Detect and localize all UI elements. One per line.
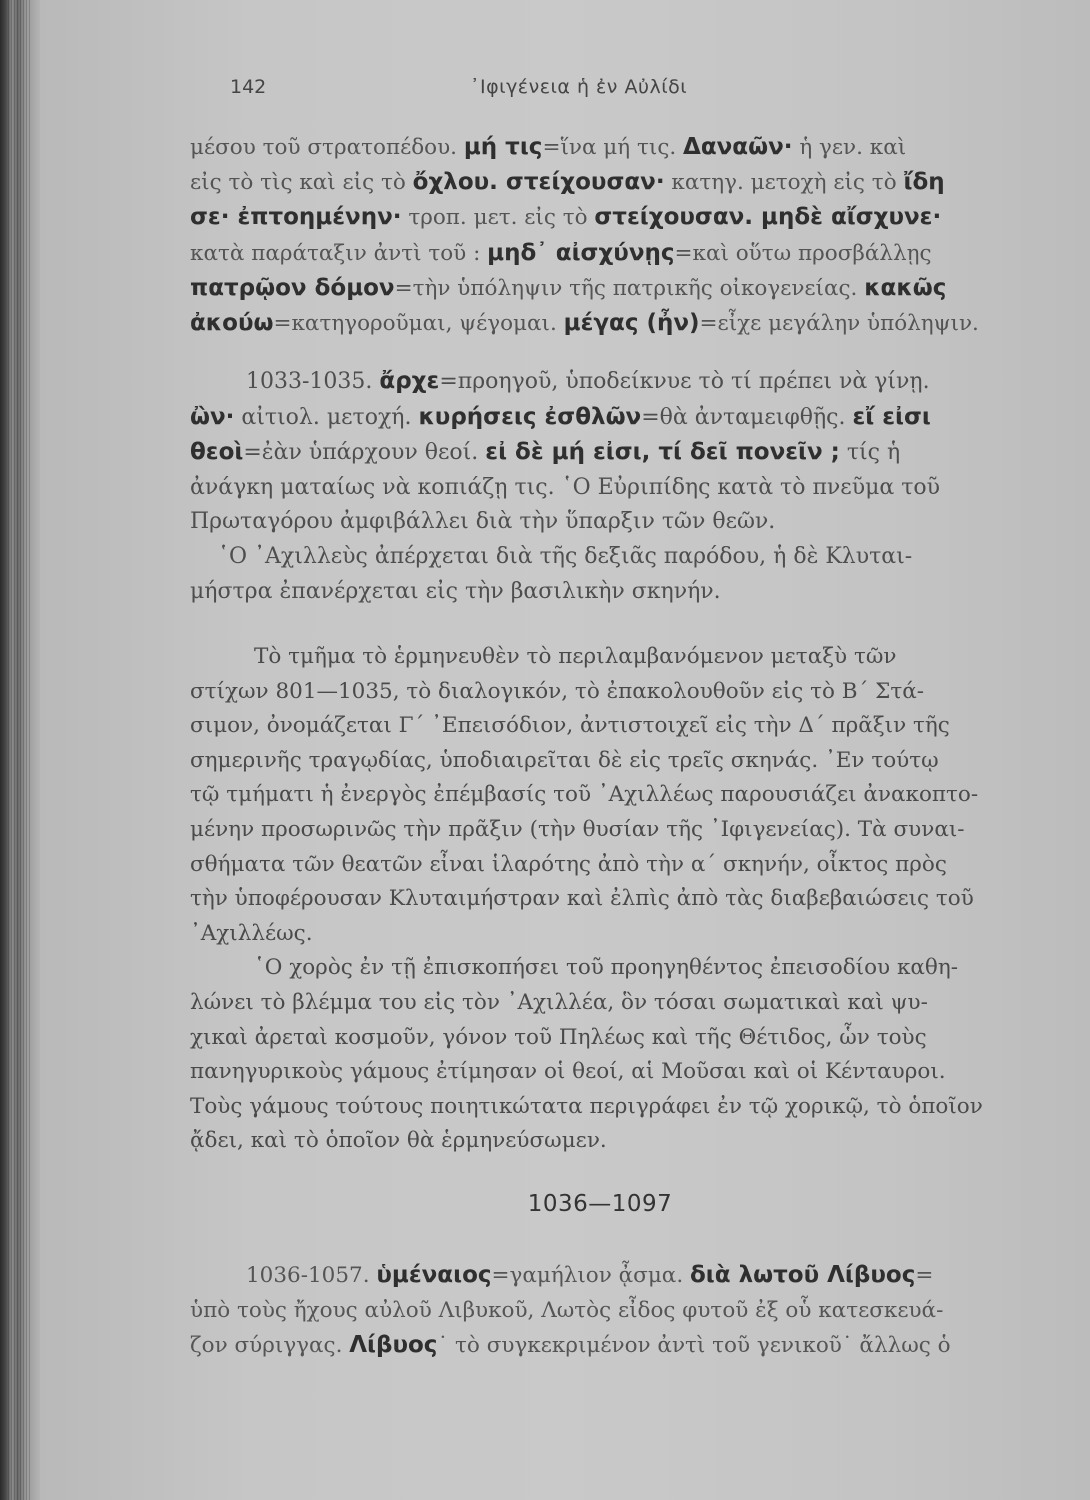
note-line xyxy=(190,1294,1010,1329)
gloss: =ἐὰν ὑπάρχουν θεοί. xyxy=(243,440,486,466)
note-line xyxy=(190,165,1010,200)
notes-block-2 xyxy=(190,364,1010,609)
text-line: στίχων 801—1035, τὸ διαλογικόν, τὸ ἐπακολουθοῦν εἰς τὸ Β΄ Στά- xyxy=(190,678,925,704)
lemma: κυρήσεις ἐσθλῶν xyxy=(418,403,642,430)
text-line: Τὸ τμῆμα τὸ ἑρμηνευθὲν τὸ περιλαμβανόμενον μεταξὺ τῶν xyxy=(254,644,897,669)
lemma: ὄχλου. στείχουσαν· xyxy=(412,169,665,196)
lemma: ὢν· xyxy=(190,403,235,430)
note-line xyxy=(190,364,1010,400)
gloss: ˙ τὸ συγκεκριμένον ἀντὶ τοῦ γενικοῦ˙ ἄλλως ὁ xyxy=(437,1333,951,1359)
text-line: λώνει τὸ βλέμμα του εἰς τὸν ᾿Αχιλλέα, ὃν τόσαι σωματικαὶ καὶ ψυ- xyxy=(190,989,928,1015)
gloss: ῾Ο ᾿Αχιλλεὺς ἀπέρχεται διὰ τῆς δεξιᾶς παρόδου, ἡ δὲ Κλυται- xyxy=(218,543,913,569)
gloss: 1036-1057. xyxy=(246,1263,377,1288)
commentary-paragraph-1 xyxy=(190,640,1010,951)
gloss: =ἵνα μή τις. xyxy=(542,135,684,160)
lemma: εἰ δὲ μή εἰσι, τί δεῖ πονεῖν ; xyxy=(485,439,840,466)
lemma: ἀκούω xyxy=(190,310,274,337)
text-line: σθήματα τῶν θεατῶν εἶναι ἱλαρότης ἀπὸ τὴν α΄ σκηνήν, οἶκτος πρὸς xyxy=(190,851,947,877)
lemma: μηδ᾿ αἰσχύνῃς xyxy=(487,239,675,266)
lemma: ἄρχε xyxy=(379,368,440,394)
gloss: = xyxy=(915,1263,934,1288)
gloss: αἰτιολ. μετοχή. xyxy=(234,404,419,430)
note-line xyxy=(190,435,1010,471)
notes-block-1 xyxy=(190,130,1010,341)
text-line: μένην προσωρινῶς τὴν πρᾶξιν (τὴν θυσίαν τῆς ᾿Ιφιγενείας). Τὰ συναι- xyxy=(190,816,965,842)
commentary-paragraph-2 xyxy=(190,951,1010,1159)
text-line: Τοὺς γάμους τούτους ποιητικώτατα περιγράφει ἐν τῷ χορικῷ, τὸ ὁποῖον xyxy=(190,1093,983,1119)
gloss: τροπ. μετ. εἰς τὸ xyxy=(401,205,595,231)
gloss: ὑπὸ τοὺς ἤχους αὐλοῦ Λιβυκοῦ, Λωτὸς εἶδος φυτοῦ ἐξ οὗ κατεσκευά- xyxy=(190,1297,944,1323)
lemma: πατρῷον δόμον xyxy=(190,274,395,301)
lemma: διὰ λωτοῦ Λίβυος xyxy=(690,1262,916,1288)
gloss: τίς ἡ xyxy=(839,440,901,466)
lemma: στείχουσαν. μηδὲ αἴσχυνε· xyxy=(594,204,942,231)
gloss: =θὰ ἀνταμειφθῇς. xyxy=(641,404,853,430)
note-line xyxy=(190,505,1010,540)
note-line xyxy=(190,130,1010,165)
note-line xyxy=(190,400,1010,436)
gloss: κατὰ παράταξιν ἀντὶ τοῦ : xyxy=(190,240,488,266)
text-line: πανηγυρικοὺς γάμους ἐτίμησαν οἱ θεοί, αἱ Μοῦσαι καὶ οἱ Κένταυροι. xyxy=(190,1059,946,1085)
gloss: Πρωταγόρου ἀμφιβάλλει διὰ τὴν ὕπαρξιν τῶν θεῶν. xyxy=(190,509,776,535)
text-line: τῷ τμήματι ἡ ἐνεργὸς ἐπέμβασίς τοῦ ᾿Αχιλλέως παρουσιάζει ἀνακοπτο- xyxy=(190,782,979,808)
section-heading: 1036—1097 xyxy=(527,1191,673,1217)
lemma: μή τις xyxy=(463,134,543,160)
notes-block-3 xyxy=(190,1258,1010,1364)
gloss: =γαμήλιον ᾆσμα. xyxy=(491,1263,690,1288)
lemma: Δαναῶν· xyxy=(683,134,793,160)
lemma: θεοὶ xyxy=(190,439,244,466)
lemma: εἴ εἰσι xyxy=(852,403,931,430)
note-line xyxy=(190,236,1010,271)
gloss: =εἶχε μεγάλην ὑπόληψιν. xyxy=(699,311,979,337)
text-line: τὴν ὑποφέρουσαν Κλυταιμήστραν καὶ ἐλπὶς ἀπὸ τὰς διαβεβαιώσεις τοῦ xyxy=(190,886,974,912)
text-line: ῾Ο χορὸς ἐν τῇ ἐπισκοπήσει τοῦ προηγηθέντος ἐπεισοδίου καθη- xyxy=(254,955,958,981)
text-line: ᾿Αχιλλέως. xyxy=(190,920,313,946)
gloss: ζον σύριγγας. xyxy=(190,1333,350,1359)
gloss: κατηγ. μετοχὴ εἰς τὸ xyxy=(664,170,904,196)
lemma: κακῶς xyxy=(864,274,947,301)
note-line xyxy=(190,1328,1010,1364)
note-line xyxy=(190,575,1010,610)
book-page-edge xyxy=(0,0,40,1500)
text-line: χικαὶ ἀρεταὶ κοσμοῦν, γόνον τοῦ Πηλέως καὶ τῆς Θέτιδος, ὧν τοὺς xyxy=(190,1024,927,1050)
gloss: μέσου τοῦ στρατοπέδου. xyxy=(190,135,464,160)
gloss: μήστρα ἐπανέρχεται εἰς τὴν βασιλικὴν σκηνήν. xyxy=(190,578,721,604)
gloss: ἡ γεν. καὶ xyxy=(792,135,907,160)
note-line xyxy=(190,540,1010,575)
text-line: σημερινῆς τραγῳδίας, ὑποδιαιρεῖται δὲ εἰς τρεῖς σκηνάς. ᾿Εν τούτῳ xyxy=(190,747,939,773)
lemma: μέγας (ἦν) xyxy=(563,310,700,337)
gloss: 1033-1035. xyxy=(246,369,380,394)
text-line: ᾄδει, καὶ τὸ ὁποῖον θὰ ἑρμηνεύσωμεν. xyxy=(190,1128,607,1154)
note-line xyxy=(190,271,1010,306)
page-number: 142 xyxy=(230,76,267,98)
note-line xyxy=(190,200,1010,235)
book-title: ᾿Ιφιγένεια ἡ ἐν Αὐλίδι xyxy=(470,76,688,98)
commentary xyxy=(190,640,1010,1159)
running-head xyxy=(230,76,790,106)
gloss: ἀνάγκη ματαίως νὰ κοπιάζῃ τις. ῾Ο Εὐριπίδης κατὰ τὸ πνεῦμα τοῦ xyxy=(190,474,941,500)
lemma: σε· ἐπτοημένην· xyxy=(190,204,402,231)
lemma: Λίβυος xyxy=(349,1332,438,1359)
gloss: =προηγοῦ, ὑποδείκνυε τὸ τί πρέπει νὰ γίνῃ. xyxy=(439,369,930,394)
gloss: εἰς τὸ τὶς καὶ εἰς τὸ xyxy=(190,170,413,196)
gloss: =καὶ οὕτω προσβάλλῃς xyxy=(674,240,932,266)
gloss: =κατηγοροῦμαι, ψέγομαι. xyxy=(273,311,564,337)
gloss: =τὴν ὑπόληψιν τῆς πατρικῆς οἰκογενείας. xyxy=(394,275,865,301)
note-line xyxy=(190,1258,1010,1294)
lemma: ἴδη xyxy=(903,169,945,196)
lemma: ὑμέναιος xyxy=(376,1262,492,1288)
text-line: σιμον, ὀνομάζεται Γ΄ ᾿Επεισόδιον, ἀντιστοιχεῖ εἰς τὴν Δ΄ πρᾶξιν τῆς xyxy=(190,713,950,739)
note-line xyxy=(190,306,1010,341)
note-line xyxy=(190,471,1010,506)
